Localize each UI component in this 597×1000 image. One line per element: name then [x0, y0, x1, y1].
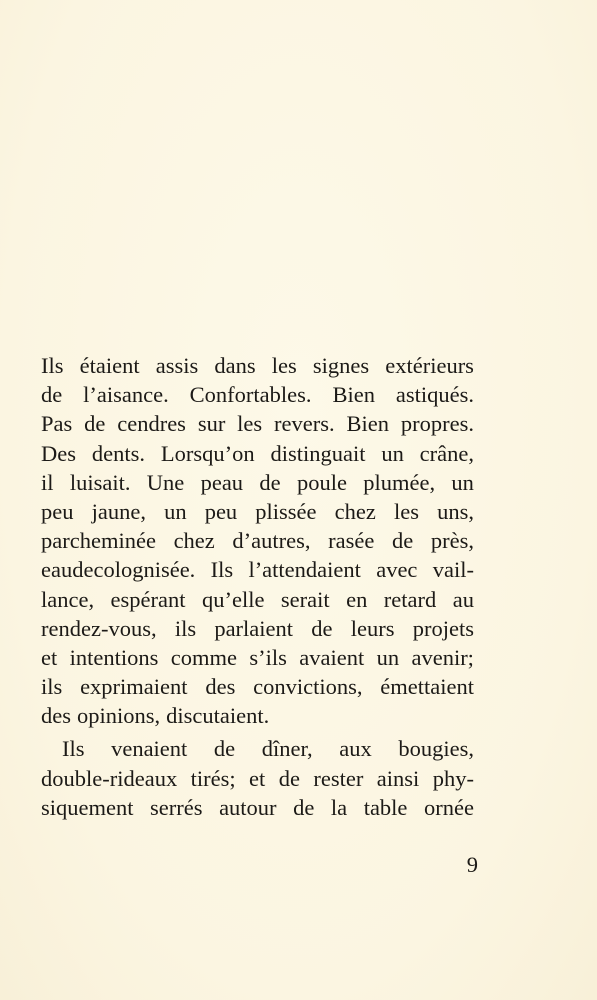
word: un — [451, 469, 474, 495]
word: les — [237, 411, 263, 437]
word: un — [164, 498, 187, 524]
word: uns, — [437, 498, 474, 524]
word: les — [393, 498, 419, 524]
text-line — [41, 585, 474, 614]
word: l’aisance. — [83, 382, 169, 408]
word: de — [311, 615, 333, 641]
word: assis — [155, 353, 199, 378]
paragraph-2 — [41, 734, 474, 822]
word: tirés; — [190, 765, 236, 791]
word: avaient — [299, 644, 365, 670]
word: ils — [41, 674, 63, 700]
word: ils — [174, 615, 197, 641]
word: qu’elle — [201, 586, 265, 612]
word: de — [278, 765, 300, 791]
word: chez — [334, 498, 376, 524]
word: de — [391, 528, 414, 554]
word: Ils — [41, 353, 64, 378]
word: un — [376, 644, 400, 670]
word: aux — [339, 736, 372, 762]
word: de — [84, 411, 106, 437]
word: espérant — [110, 586, 186, 612]
word: Bien — [332, 382, 375, 408]
word: convictions, — [253, 674, 363, 700]
word: avenir; — [411, 644, 474, 670]
text-line — [41, 793, 474, 822]
word: dents. — [91, 440, 145, 466]
text-line — [41, 409, 474, 438]
word: retard — [383, 586, 437, 612]
word: Des — [41, 440, 76, 466]
word: plissée — [255, 498, 317, 524]
text-line — [41, 497, 474, 526]
word: poule — [296, 469, 347, 495]
word: projets — [412, 615, 474, 641]
word: parcheminée — [41, 528, 156, 554]
word: table — [363, 794, 408, 820]
word: et — [249, 765, 266, 791]
word: double-rideaux — [41, 765, 178, 791]
word: propres. — [400, 411, 474, 437]
text-line — [41, 351, 474, 380]
word: eaudecolognisée. — [41, 557, 196, 583]
word: au — [452, 586, 474, 612]
word: luisait. — [69, 469, 131, 495]
word: peu — [41, 498, 74, 524]
word: Pas — [41, 411, 73, 437]
word: des — [205, 674, 236, 700]
word: s’ils — [249, 644, 287, 670]
word: sur — [197, 411, 226, 437]
word: de — [259, 469, 281, 495]
word: et — [41, 644, 58, 670]
word: émettaient — [380, 674, 474, 700]
word: des — [41, 703, 71, 729]
body-text — [41, 351, 474, 822]
word: venaient — [111, 736, 188, 762]
page-number: 9 — [466, 852, 478, 877]
word: discutaient. — [166, 703, 270, 729]
word: jaune, — [91, 498, 146, 524]
word: peu — [204, 498, 238, 524]
word: il — [41, 469, 54, 495]
word: l’attendaient — [248, 557, 361, 583]
word: Confortables. — [189, 382, 312, 408]
text-line — [41, 439, 474, 468]
word: plumée, — [363, 469, 436, 495]
text-line — [41, 643, 474, 672]
word: peau — [200, 469, 244, 495]
word: vail- — [432, 557, 474, 583]
word: dîner, — [261, 736, 313, 762]
word: revers. — [274, 411, 335, 437]
word: serrés — [150, 794, 203, 820]
word: opinions, — [77, 703, 161, 729]
word: de — [41, 382, 63, 408]
word: parlaient — [214, 615, 294, 641]
text-line — [41, 701, 474, 730]
word: intentions — [69, 644, 159, 670]
word: serait — [280, 586, 330, 612]
text-line — [41, 764, 474, 793]
word: étaient — [79, 353, 140, 378]
word: rester — [313, 765, 364, 791]
paragraph-1 — [41, 351, 474, 730]
word: un — [381, 440, 404, 466]
word: lance, — [41, 586, 95, 612]
word: avec — [376, 557, 418, 583]
word: en — [346, 586, 368, 612]
word: signes — [312, 353, 370, 378]
word: Lorsqu’on — [160, 440, 255, 466]
word: comme — [170, 644, 237, 670]
word: astiqués. — [395, 382, 474, 408]
word: rasée — [328, 528, 375, 554]
word: ainsi — [376, 765, 420, 791]
word: dans — [214, 353, 256, 378]
word: Ils — [210, 557, 234, 583]
word: ornée — [423, 794, 474, 820]
word: Une — [146, 469, 185, 495]
text-line — [41, 614, 474, 643]
word: Ils — [62, 736, 85, 762]
word: d’autres, — [232, 528, 311, 554]
word: extérieurs — [385, 353, 474, 378]
text-line — [41, 526, 474, 555]
word: Bien — [346, 411, 389, 437]
word: distinguait — [270, 440, 366, 466]
word: siquement — [41, 794, 134, 820]
text-line — [41, 468, 474, 497]
word: phy- — [432, 765, 474, 791]
word: exprimaient — [80, 674, 188, 700]
word: de — [293, 794, 315, 820]
word: la — [330, 794, 348, 820]
text-line — [41, 380, 474, 409]
text-line — [41, 734, 474, 763]
word: les — [271, 353, 297, 378]
word: cendres — [117, 411, 186, 437]
word: leurs — [350, 615, 395, 641]
word: crâne, — [419, 440, 474, 466]
word: de — [213, 736, 236, 762]
word: rendez-vous, — [41, 615, 157, 641]
text-line — [41, 555, 474, 584]
word: chez — [173, 528, 215, 554]
word: près, — [430, 528, 474, 554]
word: bougies, — [398, 736, 474, 762]
text-line — [41, 672, 474, 701]
word: autour — [219, 794, 277, 820]
